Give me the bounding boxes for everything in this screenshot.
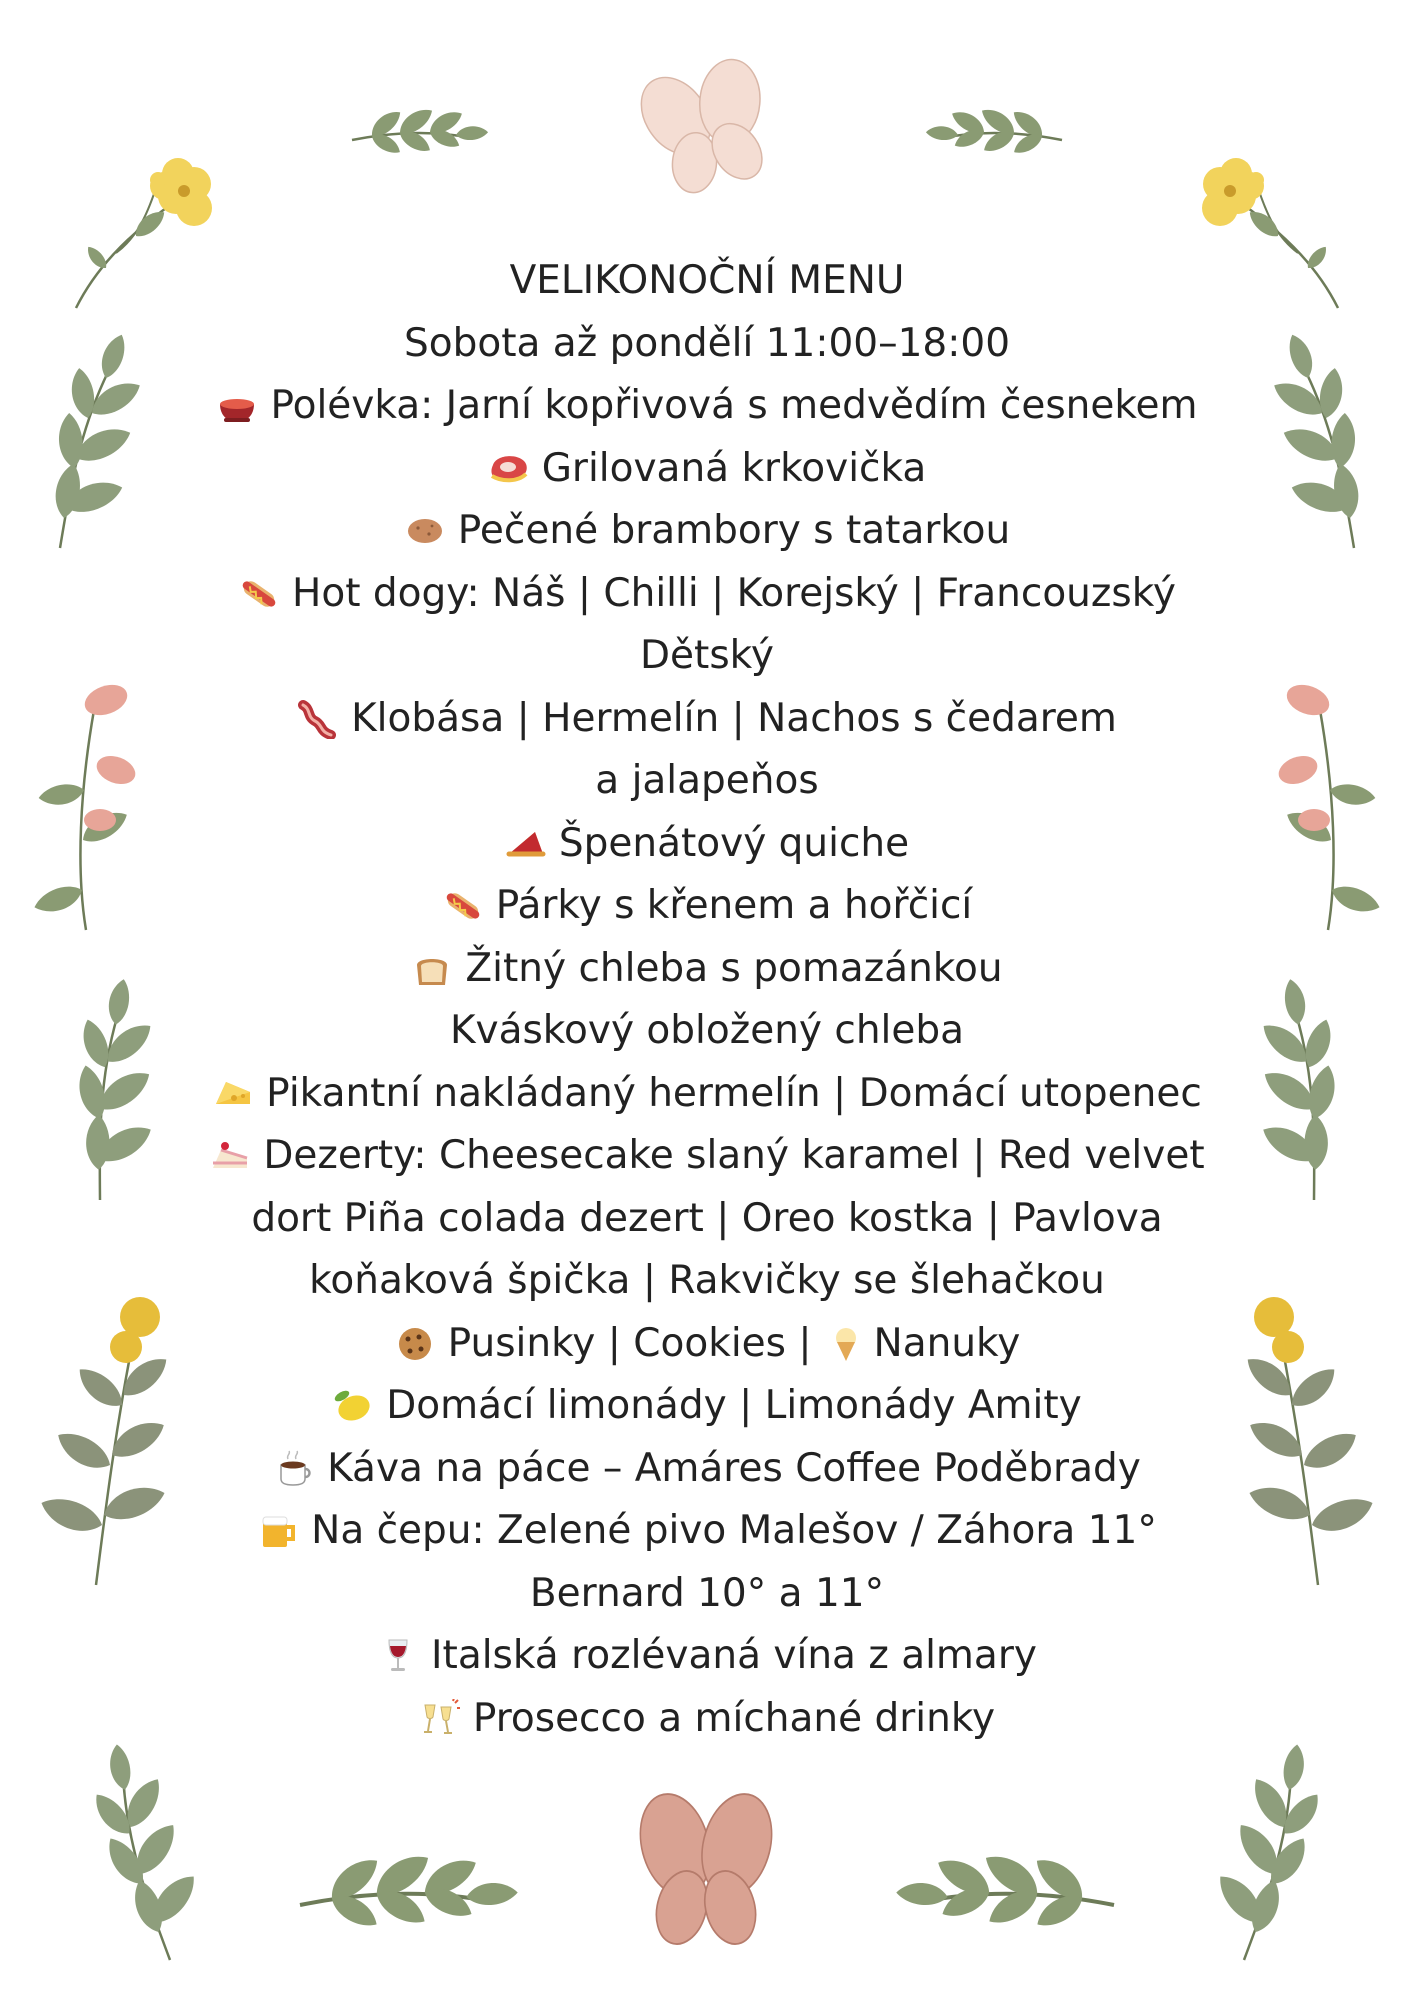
olive-branch-right-1 xyxy=(1269,331,1363,548)
menu-line xyxy=(180,625,1234,688)
menu-line-text: Dětský xyxy=(640,633,774,678)
menu-line xyxy=(180,1688,1234,1751)
menu-line xyxy=(180,688,1234,751)
menu-text xyxy=(180,250,1234,1750)
menu-line-text: Domácí limonády | Limonády Amity xyxy=(386,1383,1082,1428)
menu-line-text: Pikantní nakládaný hermelín | Domácí utopenec xyxy=(266,1070,1202,1116)
menu-line-text: Pusinky | Cookies | xyxy=(447,1320,812,1366)
menu-title-text: VELIKONOČNÍ MENU xyxy=(509,258,905,303)
menu-line-text: Párky s křenem a hořčicí xyxy=(495,883,973,928)
menu-line-text: Grilovaná krkovička xyxy=(541,445,927,491)
leaf-sprig-bottom-right xyxy=(895,1846,1114,1933)
menu-line xyxy=(180,938,1234,1001)
menu-line-text: Na čepu: Zelené pivo Malešov / Záhora 11° xyxy=(311,1508,1157,1553)
menu-line xyxy=(180,1063,1234,1126)
olive-branch-right-2 xyxy=(1230,972,1360,1202)
menu-title xyxy=(180,250,1234,313)
lemon-icon xyxy=(332,1386,374,1426)
menu-line xyxy=(180,1375,1234,1438)
hot-dog-icon xyxy=(238,574,280,614)
menu-line-text: Dezerty: Cheesecake slaný karamel | Red velvet xyxy=(263,1133,1205,1178)
cookie-icon xyxy=(394,1324,436,1364)
menu-line-text: Klobása | Hermelín | Nachos s čedarem xyxy=(351,695,1117,741)
leaf-sprig-bottom-left xyxy=(300,1846,519,1933)
menu-line xyxy=(180,563,1234,626)
menu-line xyxy=(180,1000,1234,1063)
olive-branch-right-3 xyxy=(1170,1730,1359,1965)
menu-line xyxy=(180,1438,1234,1501)
menu-line-text: Bernard 10° a 11° xyxy=(529,1570,885,1616)
champagne-glasses-icon xyxy=(419,1699,461,1739)
menu-line-text: Pečené brambory s tatarkou xyxy=(457,508,1011,553)
menu-line xyxy=(180,1313,1234,1376)
menu-line-text: Prosecco a míchané drinky xyxy=(472,1695,996,1741)
hot-dog-icon xyxy=(442,886,484,926)
pink-flower-right xyxy=(1275,679,1383,930)
menu-line xyxy=(180,875,1234,938)
pie-icon xyxy=(505,824,547,864)
bacon-icon xyxy=(297,699,339,739)
olive-branch-left-3 xyxy=(54,1730,243,1965)
butterfly-top xyxy=(622,42,793,209)
menu-line xyxy=(180,1563,1234,1626)
menu-line xyxy=(180,1188,1234,1251)
leaf-sprig-top-right xyxy=(925,103,1062,157)
clover-flower-right xyxy=(1241,1297,1378,1585)
opening-hours xyxy=(180,313,1234,376)
potato-icon xyxy=(404,511,446,551)
cheese-icon xyxy=(212,1074,254,1114)
clover-flower-left xyxy=(36,1297,173,1585)
cake-icon xyxy=(209,1136,251,1176)
menu-line xyxy=(180,1625,1234,1688)
menu-line-text: koňaková špička | Rakvičky se šlehačkou xyxy=(309,1258,1105,1303)
menu-line xyxy=(180,750,1234,813)
menu-line xyxy=(180,438,1234,501)
bread-icon xyxy=(411,949,453,989)
menu-line xyxy=(180,375,1234,438)
menu-line-text: Káva na páce – Amáres Coffee Poděbrady xyxy=(327,1445,1141,1491)
menu-line xyxy=(180,1250,1234,1313)
wine-glass-icon xyxy=(377,1636,419,1676)
coffee-icon xyxy=(273,1449,315,1489)
opening-hours-text: Sobota až pondělí 11:00–18:00 xyxy=(403,320,1011,366)
pink-flower-left xyxy=(31,679,139,930)
beer-mug-icon xyxy=(257,1511,299,1551)
menu-line xyxy=(180,500,1234,563)
steak-icon xyxy=(488,449,530,489)
menu-line-text: dort Piña colada dezert | Oreo kostka | Pavlova xyxy=(251,1195,1163,1241)
soup-bowl-icon xyxy=(216,386,258,426)
leaf-sprig-top-left xyxy=(352,103,489,157)
olive-branch-left-2 xyxy=(54,972,184,1202)
menu-line xyxy=(180,1125,1234,1188)
menu-line-text: Špenátový quiche xyxy=(558,820,910,866)
menu-line-text: Žitný chleba s pomazánkou xyxy=(465,945,1003,991)
menu-line-text: Polévka: Jarní kopřivová s medvědím česnekem xyxy=(270,383,1198,428)
menu-line-text: Kváskový obložený chleba xyxy=(449,1008,965,1053)
menu-line-text: Italská rozlévaná vína z almary xyxy=(431,1633,1037,1678)
butterfly-bottom xyxy=(628,1783,783,1952)
ice-cream-icon xyxy=(828,1325,864,1363)
menu-line-text: a jalapeňos xyxy=(595,758,819,803)
menu-line xyxy=(180,1500,1234,1563)
menu-line-text: Nanuky xyxy=(873,1320,1021,1366)
olive-branch-left-1 xyxy=(52,331,146,548)
menu-line xyxy=(180,813,1234,876)
menu-line-text: Hot dogy: Náš | Chilli | Korejský | Francouzský xyxy=(292,570,1176,616)
